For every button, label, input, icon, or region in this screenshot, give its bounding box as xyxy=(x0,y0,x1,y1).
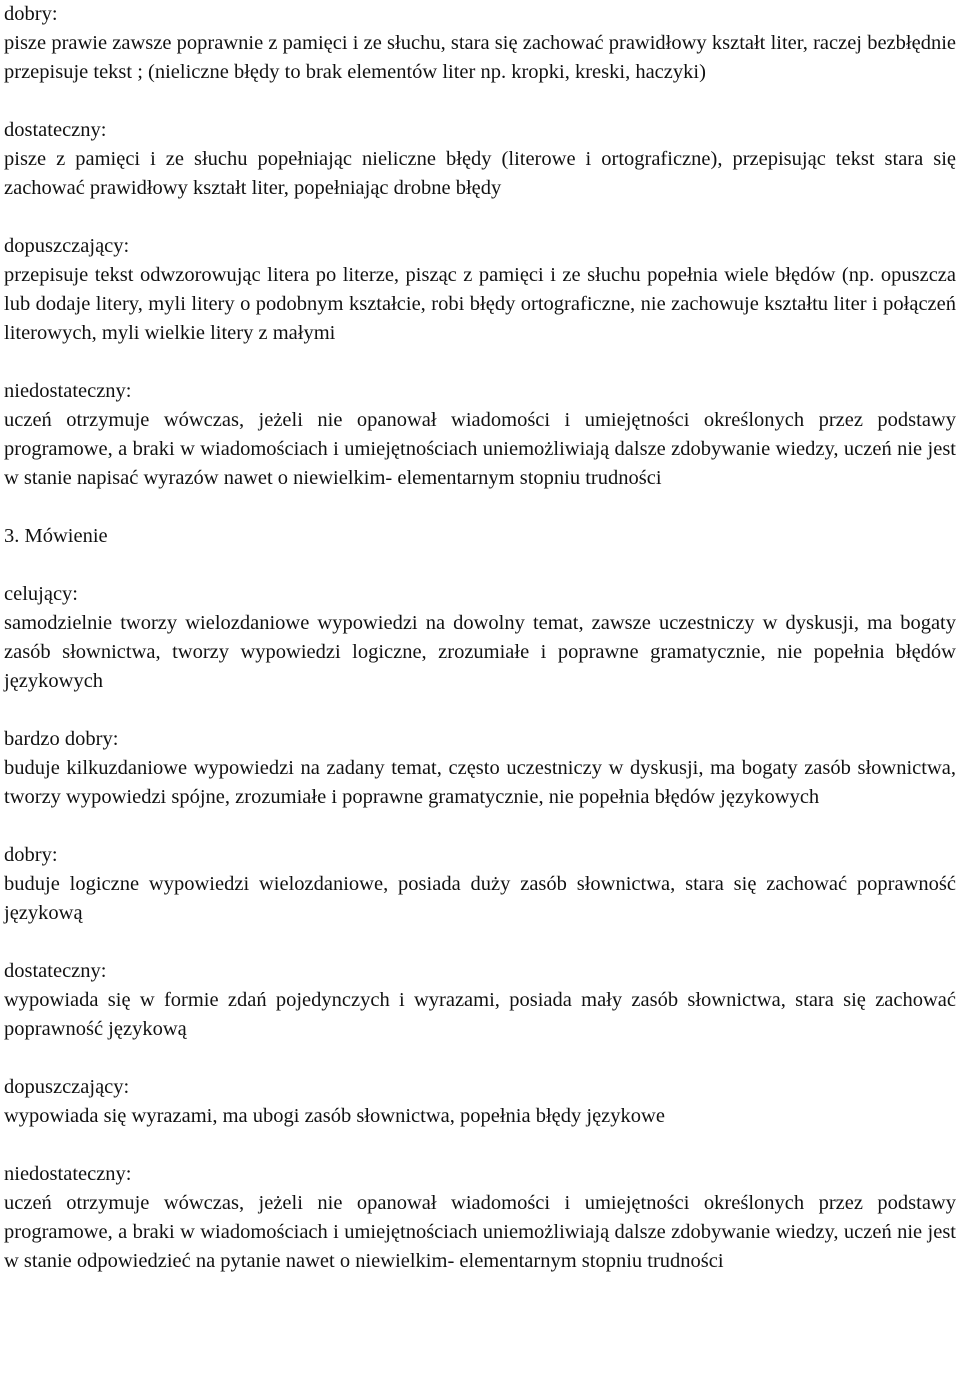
grade-description: samodzielnie tworzy wielozdaniowe wypowiedzi na dowolny temat, zawsze uczestniczy w dyskusji, ma bogaty zasób słownictwa, tworzy wypowiedzi logiczne, zrozumiałe i poprawne gramatycznie, nie popełnia błędów językowych xyxy=(4,612,956,692)
grade-heading: dostateczny: xyxy=(4,119,107,141)
spacer xyxy=(4,1044,956,1073)
grade-heading: bardzo dobry: xyxy=(4,728,119,750)
spacer xyxy=(4,812,956,841)
grade-heading: celujący: xyxy=(4,583,78,605)
spacer xyxy=(4,348,956,377)
grade-description: pisze prawie zawsze poprawnie z pamięci i ze słuchu, stara się zachować prawidłowy kształt liter, raczej bezbłędnie przepisuje tekst ; (nieliczne błędy to brak elementów liter np. kropki, kreski, haczyki) xyxy=(4,32,956,83)
grade-heading: dopuszczający: xyxy=(4,1076,130,1098)
grade-description: buduje kilkuzdaniowe wypowiedzi na zadany temat, często uczestniczy w dyskusji, ma bogaty zasób słownictwa, tworzy wypowiedzi spójne, zrozumiałe i poprawne gramatycznie, nie popełnia błędów językowych xyxy=(4,757,956,808)
spacer xyxy=(4,928,956,957)
grade-heading: niedostateczny: xyxy=(4,380,132,402)
spacer xyxy=(4,1131,956,1160)
spacer xyxy=(4,551,956,580)
spacer xyxy=(4,203,956,232)
spacer xyxy=(4,696,956,725)
grade-heading: dobry: xyxy=(4,844,58,866)
grade-heading: dostateczny: xyxy=(4,960,107,982)
grade-heading: niedostateczny: xyxy=(4,1163,132,1185)
grade-description: buduje logiczne wypowiedzi wielozdaniowe, posiada duży zasób słownictwa, stara się zachować poprawność językową xyxy=(4,873,956,924)
section-title: 3. Mówienie xyxy=(4,525,108,547)
spacer xyxy=(4,493,956,522)
spacer xyxy=(4,87,956,116)
grade-heading: dopuszczający: xyxy=(4,235,130,257)
grade-description: wypowiada się wyrazami, ma ubogi zasób słownictwa, popełnia błędy językowe xyxy=(4,1105,665,1127)
grade-description: uczeń otrzymuje wówczas, jeżeli nie opanował wiadomości i umiejętności określonych przez podstawy programowe, a braki w wiadomościach i umiejętnościach uniemożliwiają dalsze zdobywanie wiedzy, uczeń nie jest w stanie napisać wyrazów nawet o niewielkim- elementarnym stopniu trudności xyxy=(4,409,956,489)
grade-description: uczeń otrzymuje wówczas, jeżeli nie opanował wiadomości i umiejętności określonych przez podstawy programowe, a braki w wiadomościach i umiejętnościach uniemożliwiają dalsze zdobywanie wiedzy, uczeń nie jest w stanie odpowiedzieć na pytanie nawet o niewielkim- elementarnym stopniu trudności xyxy=(4,1192,956,1272)
grade-description: pisze z pamięci i ze słuchu popełniając nieliczne błędy (literowe i ortograficzne), przepisując tekst stara się zachować prawidłowy kształt liter, popełniając drobne błędy xyxy=(4,148,956,199)
grade-description: wypowiada się w formie zdań pojedynczych i wyrazami, posiada mały zasób słownictwa, stara się zachować poprawność językową xyxy=(4,989,956,1040)
grade-description: przepisuje tekst odwzorowując litera po literze, pisząc z pamięci i ze słuchu popełnia wiele błędów (np. opuszcza lub dodaje litery, myli litery o podobnym kształcie, robi błędy ortograficzne, nie zachowuje kształtu liter i połączeń literowych, myli wielkie litery z małymi xyxy=(4,264,956,344)
grade-heading: dobry: xyxy=(4,3,58,25)
